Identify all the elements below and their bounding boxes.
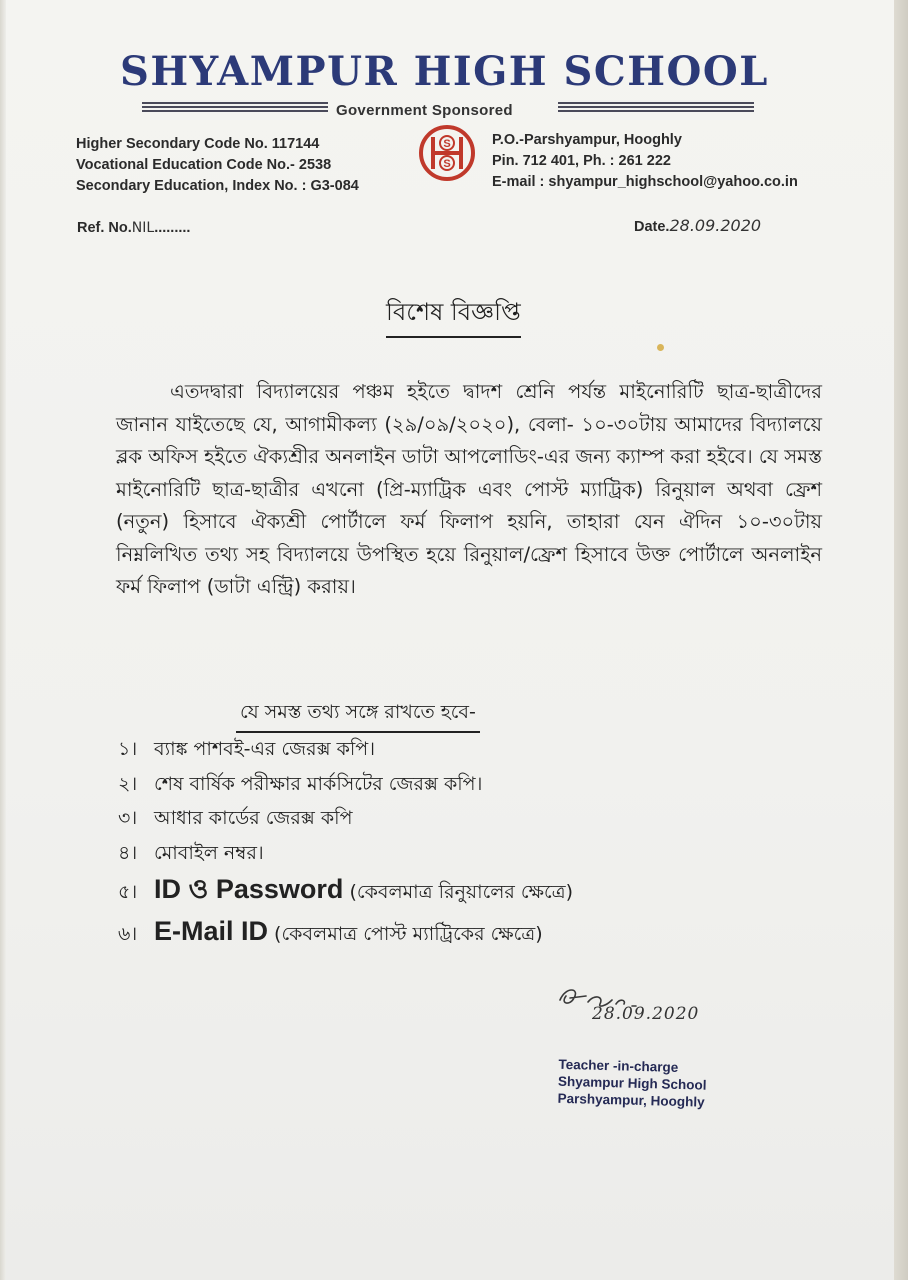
list-item bbox=[118, 870, 838, 912]
logo-letter-top: S bbox=[443, 138, 451, 150]
page-edge-left bbox=[0, 0, 6, 1280]
list-item-english: ID ও Password bbox=[154, 874, 344, 904]
sponsored-label: Government Sponsored bbox=[336, 102, 513, 119]
list-item-number: ৩। bbox=[118, 807, 138, 829]
address-email: E-mail : shyampur_highschool@yahoo.co.in bbox=[492, 174, 798, 190]
list-item-text: ব্যাঙ্ক পাশবই-এর জেরক্স কপি। bbox=[154, 738, 376, 760]
list-item-text: মোবাইল নম্বর। bbox=[154, 841, 264, 864]
list-item-number: ৬। bbox=[118, 923, 138, 945]
logo-letter-bottom: S bbox=[443, 158, 451, 170]
list-item bbox=[118, 912, 838, 954]
date-value: 28.09.2020 bbox=[669, 216, 762, 235]
ref-dots: ......... bbox=[154, 220, 191, 236]
ref-label: Ref. No. bbox=[77, 220, 132, 236]
list-item-text: শেষ বার্ষিক পরীক্ষার মার্কসিটের জেরক্স কপি। bbox=[154, 772, 483, 795]
list-item-text: (কেবলমাত্র রিনুয়ালের ক্ষেত্রে) bbox=[343, 881, 574, 903]
paper-spot bbox=[657, 344, 664, 351]
stamp-line-school: Shyampur High School bbox=[557, 1073, 707, 1093]
notice-date bbox=[634, 216, 761, 235]
notice-title: বিশেষ বিজ্ঞপ্তি bbox=[386, 294, 521, 338]
school-logo-icon bbox=[418, 124, 476, 182]
address-post-office: P.O.-Parshyampur, Hooghly bbox=[492, 132, 682, 148]
header-rule-left bbox=[142, 102, 328, 116]
list-item-text: (কেবলমাত্র পোস্ট ম্যাট্রিকের ক্ষেত্রে) bbox=[268, 923, 543, 945]
list-item bbox=[118, 801, 838, 836]
vocational-code: Vocational Education Code No.- 2538 bbox=[76, 157, 332, 173]
header-rule-right bbox=[558, 102, 754, 116]
notice-body: এতদদ্বারা বিদ্যালয়ের পঞ্চম হইতে দ্বাদশ শ্রেনি পর্যন্ত মাইনোরিটি ছাত্র-ছাত্রীদের জানান যাইতেছে যে, আগামীকল্য (২৯/০৯/২০২০), বেলা- ১০-৩০টায় আমাদের বিদ্যালয়ে ব্লক অফিস হইতে ঐক্যশ্রীর অনলাইন ডাটা আপলোডিং-এর জন্য ক্যাম্প করা হইবে। যে সমস্ত মাইনোরিটি ছাত্র-ছাত্রীর এখনো (প্রি-ম্যাট্রিক এবং পোস্ট ম্যাট্রিক) রিনুয়াল অথবা ফ্রেশ (নতুন) হিসাবে ঐক্যশ্রী পোর্টালে ফর্ম ফিলাপ হয়নি, তাহারা যেন ঐদিন ১০-৩০টায় নিম্নলিখিত তথ্য সহ বিদ্যালয়ে উপস্থিত হয়ে রিনুয়াল/ফ্রেশ হিসাবে উক্ত পোর্টালে অনলাইন ফর্ম ফিলাপ (ডাটা এন্ট্রি) করায়। bbox=[116, 380, 822, 598]
page-edge-right bbox=[894, 0, 908, 1280]
stamp-line-place: Parshyampur, Hooghly bbox=[557, 1090, 705, 1110]
list-item-number: ১। bbox=[118, 738, 138, 760]
hs-code: Higher Secondary Code No. 117144 bbox=[76, 136, 320, 152]
list-item-number: ২। bbox=[118, 772, 138, 795]
school-name: SHYAMPUR HIGH SCHOOL bbox=[120, 48, 769, 95]
list-item-english: E-Mail ID bbox=[154, 916, 269, 946]
list-item-number: ৫। bbox=[118, 881, 138, 903]
list-item bbox=[118, 836, 838, 871]
school-address bbox=[492, 130, 832, 193]
teacher-stamp bbox=[557, 1056, 728, 1111]
list-item-number: ৪। bbox=[118, 841, 138, 864]
document-list bbox=[118, 732, 838, 954]
date-label: Date. bbox=[634, 219, 670, 235]
list-heading: যে সমস্ত তথ্য সঙ্গে রাখতে হবে- bbox=[236, 698, 480, 733]
school-codes bbox=[76, 134, 436, 197]
secondary-index: Secondary Education, Index No. : G3-084 bbox=[76, 178, 359, 194]
ref-value: NIL bbox=[131, 220, 155, 236]
signature-date: 28.09.2020 bbox=[592, 1004, 700, 1024]
list-item-text: আধার কার্ডের জেরক্স কপি bbox=[154, 807, 353, 829]
address-pin-phone: Pin. 712 401, Ph. : 261 222 bbox=[492, 153, 671, 169]
list-item bbox=[118, 732, 838, 767]
stamp-line-role: Teacher -in-charge bbox=[558, 1056, 679, 1075]
reference-number bbox=[77, 220, 190, 236]
list-item bbox=[118, 767, 838, 802]
